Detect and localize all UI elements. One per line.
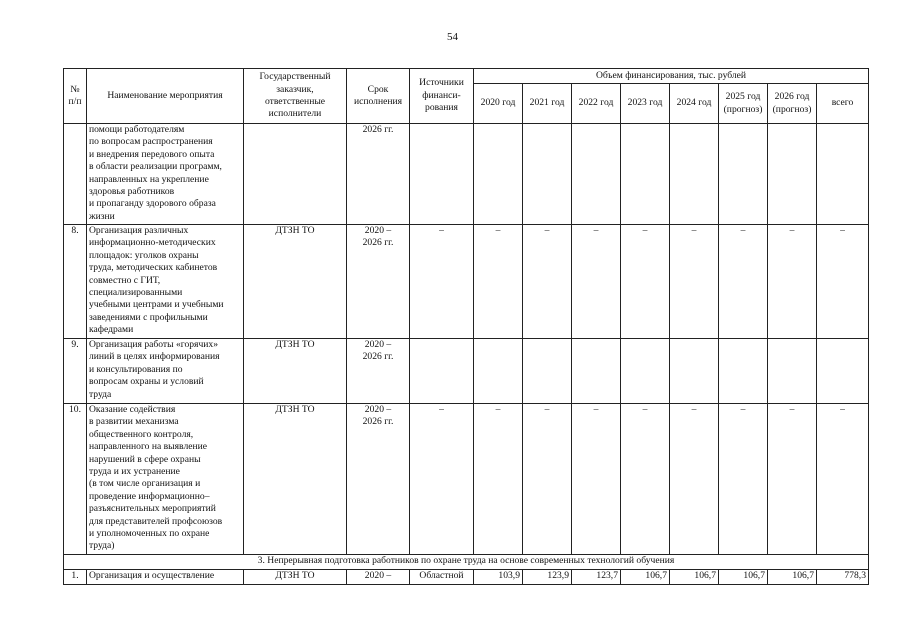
row-term: 2020 – 2026 гг. — [347, 339, 410, 404]
row-value-2020: – — [474, 404, 523, 555]
row-name: Организация работы «горячих» линий в целях информирования и консультирования по вопросам охраны и условий труда — [87, 339, 244, 404]
row-name: Оказание содействия в развитии механизма общественного контроля, направленного на выявление нарушений в сфере охраны труда и их устранение (в том числе организация и проведение информационно– разъяснительных мероприятий для представителей профсоюзов и уполномоченных по охране труда) — [87, 404, 244, 555]
row-value-2024: – — [670, 225, 719, 339]
row-value-2025: – — [719, 404, 768, 555]
header-year-2022: 2022 год — [572, 84, 621, 124]
row-name: Организация и осуществление — [87, 570, 244, 585]
row-term: 2020 – — [347, 570, 410, 585]
header-funding: Объем финансирования, тыс. рублей — [474, 69, 869, 84]
header-year-2021: 2021 год — [523, 84, 572, 124]
row-num: 10. — [64, 404, 87, 555]
row-value-2024: 106,7 — [670, 570, 719, 585]
row-value-total — [817, 339, 869, 404]
section-title: 3. Непрерывная подготовка работников по охране труда на основе современных технологий обучения — [64, 555, 869, 570]
table-row — [64, 339, 869, 404]
header-num: № п/п — [64, 69, 87, 124]
row-value-2020 — [474, 124, 523, 225]
row-name: Организация различных информационно-методических площадок: уголков охраны труда, методических кабинетов совместно с ГИТ, специализированными учебными центрами и учебными заведениями с профильными кафедрами — [87, 225, 244, 339]
row-value-2025: 106,7 — [719, 570, 768, 585]
row-value-2023 — [621, 339, 670, 404]
row-value-2022: – — [572, 225, 621, 339]
row-value-2022 — [572, 124, 621, 225]
row-customer: ДТЗН ТО — [244, 225, 347, 339]
table-row — [64, 570, 869, 585]
row-value-total: – — [817, 404, 869, 555]
row-value-2020 — [474, 339, 523, 404]
row-value-2021: – — [523, 404, 572, 555]
table-row — [64, 124, 869, 225]
header-term: Срок исполнения — [347, 69, 410, 124]
row-source — [410, 124, 474, 225]
row-source: – — [410, 225, 474, 339]
row-source: Областной — [410, 570, 474, 585]
row-value-total: – — [817, 225, 869, 339]
row-value-total: 778,3 — [817, 570, 869, 585]
funding-table — [63, 68, 869, 585]
row-value-2023: – — [621, 225, 670, 339]
row-value-2022 — [572, 339, 621, 404]
row-value-2023: – — [621, 404, 670, 555]
row-value-2024: – — [670, 404, 719, 555]
row-customer — [244, 124, 347, 225]
row-value-2022: – — [572, 404, 621, 555]
row-value-total — [817, 124, 869, 225]
row-value-2020: – — [474, 225, 523, 339]
header-year-2026: 2026 год (прогноз) — [768, 84, 817, 124]
header-year-2024: 2024 год — [670, 84, 719, 124]
row-value-2026: – — [768, 225, 817, 339]
row-value-2023: 106,7 — [621, 570, 670, 585]
header-year-2020: 2020 год — [474, 84, 523, 124]
row-value-2024 — [670, 339, 719, 404]
row-value-2025 — [719, 339, 768, 404]
table-row — [64, 404, 869, 555]
row-source: – — [410, 404, 474, 555]
row-num — [64, 124, 87, 225]
header-sources: Источники финанси-рования — [410, 69, 474, 124]
row-term: 2020 – 2026 гг. — [347, 404, 410, 555]
row-customer: ДТЗН ТО — [244, 570, 347, 585]
row-value-2026: 106,7 — [768, 570, 817, 585]
row-value-2025 — [719, 124, 768, 225]
row-customer: ДТЗН ТО — [244, 339, 347, 404]
row-customer: ДТЗН ТО — [244, 404, 347, 555]
row-value-2026 — [768, 339, 817, 404]
row-value-2024 — [670, 124, 719, 225]
header-year-2023: 2023 год — [621, 84, 670, 124]
row-value-2021: 123,9 — [523, 570, 572, 585]
row-value-2023 — [621, 124, 670, 225]
table-row — [64, 225, 869, 339]
row-value-2021 — [523, 339, 572, 404]
row-value-2022: 123,7 — [572, 570, 621, 585]
row-value-2020: 103,9 — [474, 570, 523, 585]
section-row — [64, 555, 869, 570]
row-source — [410, 339, 474, 404]
header-name: Наименование мероприятия — [87, 69, 244, 124]
header-total: всего — [817, 84, 869, 124]
row-num: 1. — [64, 570, 87, 585]
row-num: 8. — [64, 225, 87, 339]
row-value-2026 — [768, 124, 817, 225]
row-value-2021 — [523, 124, 572, 225]
row-value-2026: – — [768, 404, 817, 555]
row-value-2021: – — [523, 225, 572, 339]
header-year-2025: 2025 год (прогноз) — [719, 84, 768, 124]
row-value-2025: – — [719, 225, 768, 339]
page-number: 54 — [447, 31, 458, 43]
header-customer: Государственный заказчик, ответственные исполнители — [244, 69, 347, 124]
row-name: помощи работодателям по вопросам распространения и внедрения передового опыта в области реализации программ, направленных на укрепление здоровья работников и пропаганду здорового образа жизни — [87, 124, 244, 225]
row-term: 2020 – 2026 гг. — [347, 225, 410, 339]
row-term: 2026 гг. — [347, 124, 410, 225]
row-num: 9. — [64, 339, 87, 404]
